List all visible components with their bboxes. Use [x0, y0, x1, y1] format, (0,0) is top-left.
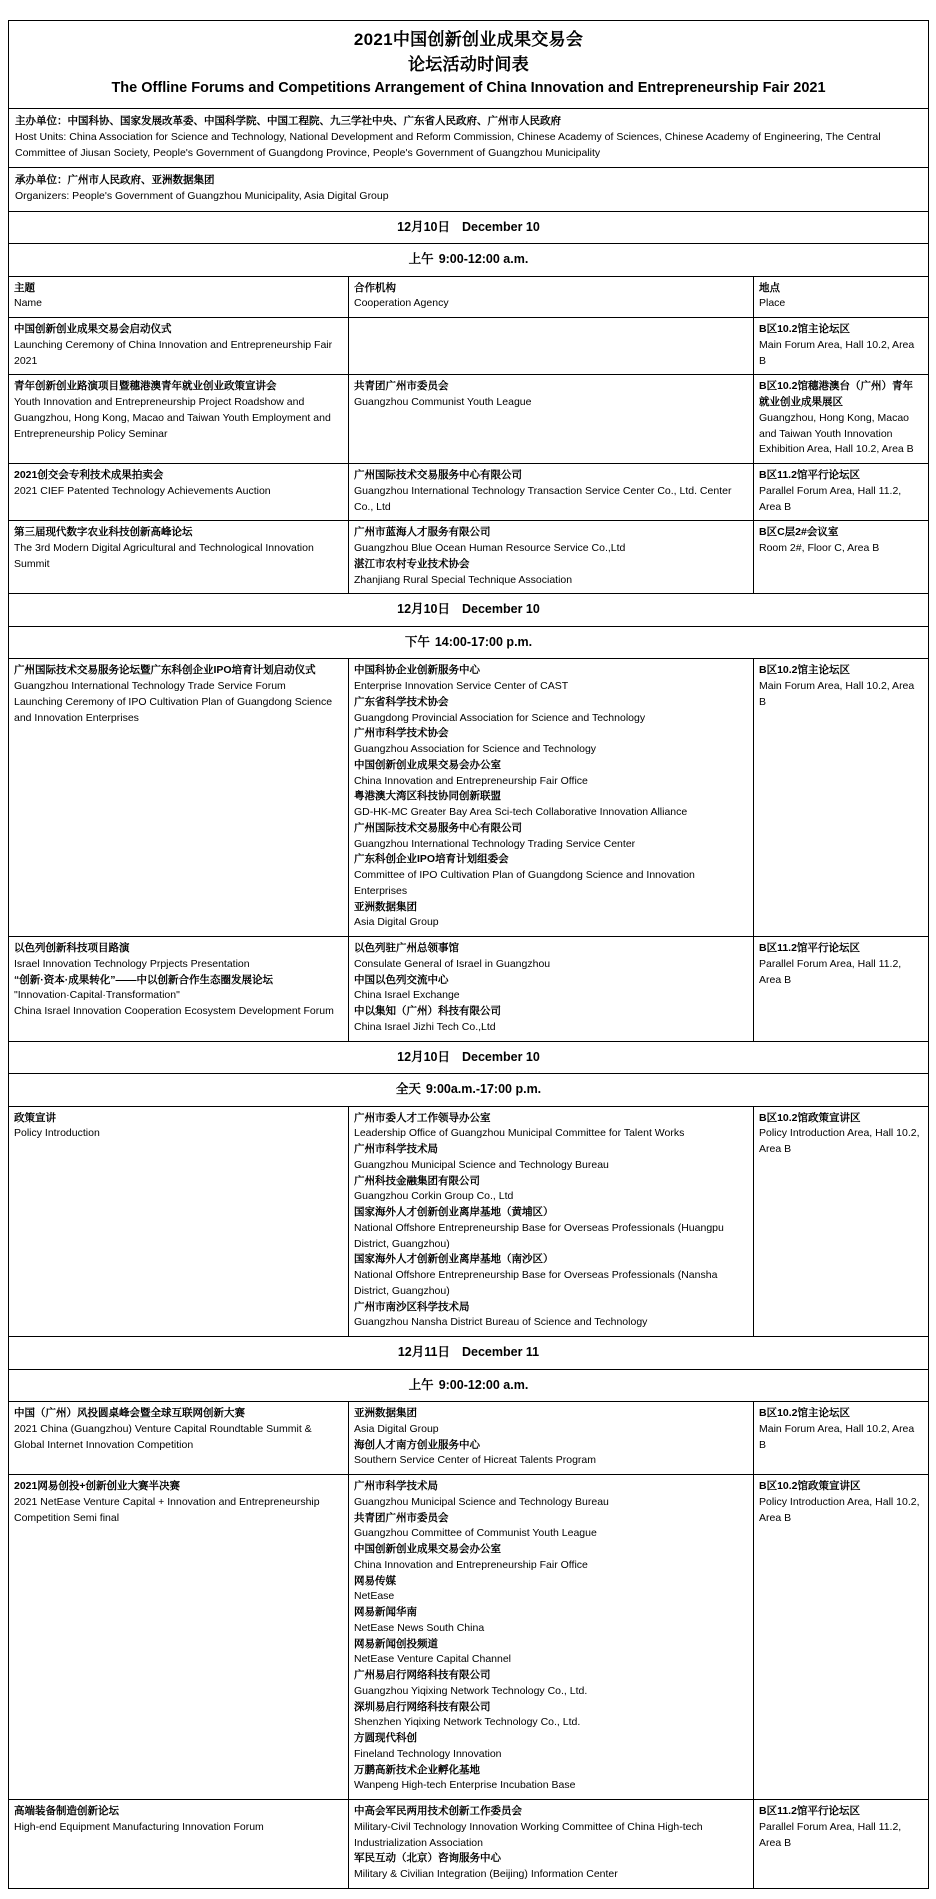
cooperation-agency-line: Guangzhou International Technology Trading Service Center	[354, 837, 636, 850]
table-row	[9, 1800, 929, 1889]
cooperation-agency-line: Guangzhou Corkin Group Co., Ltd	[354, 1190, 514, 1203]
event-name-line: 中国创新创业成果交易会启动仪式	[14, 323, 172, 336]
cooperation-agency-line: Guangzhou Nansha District Bureau of Science and Technology	[354, 1316, 648, 1329]
cooperation-agency-line: 中国创新创业成果交易会办公室	[354, 758, 501, 771]
place-line: B区C层2#会议室	[759, 526, 839, 539]
event-name-line: Guangzhou International Technology Trade Service Forum	[14, 680, 286, 693]
date-en: December 10	[461, 219, 540, 234]
cooperation-agency-line: GD-HK-MC Greater Bay Area Sci-tech Collaborative Innovation Alliance	[354, 806, 688, 819]
cooperation-agency-line: 广州科技金融集团有限公司	[354, 1174, 480, 1187]
place-line: B区11.2馆平行论坛区	[759, 469, 860, 482]
cooperation-agency-line: NetEase Venture Capital Channel	[354, 1653, 512, 1666]
event-name-line: 政策宣讲	[14, 1111, 56, 1124]
cooperation-agency-cell	[349, 1475, 754, 1800]
date-band	[9, 1041, 929, 1074]
name-column-header	[9, 276, 349, 317]
date-band-label	[15, 601, 922, 618]
page-title-cn-secondary: 论坛活动时间表	[407, 54, 530, 74]
event-name-cell	[9, 464, 349, 521]
session-band-label	[15, 1377, 922, 1394]
table-row	[9, 1475, 929, 1800]
cooperation-agency-line: Guangzhou Committee of Communist Youth League	[354, 1527, 597, 1540]
cooperation-agency-line: Guangdong Provincial Association for Science and Technology	[354, 711, 646, 724]
cooperation-agency-line: Fineland Technology Innovation	[354, 1747, 502, 1760]
schedule-table	[8, 20, 929, 1889]
cooperation-agency-line: 深圳易启行网络科技有限公司	[354, 1700, 491, 1713]
session-time: 9:00-12:00 a.m.	[438, 1377, 529, 1392]
event-name-cell	[9, 1800, 349, 1889]
event-name-cell	[9, 375, 349, 464]
cooperation-agency-cell	[349, 659, 754, 937]
cooperation-agency-line: 广州市委人才工作领导办公室	[354, 1111, 491, 1124]
cooperation-agency-line: 中高会军民两用技术创新工作委员会	[354, 1805, 522, 1818]
cooperation-agency-line: 广州市科学技术局	[354, 1143, 438, 1156]
cooperation-agency-line: NetEase	[354, 1590, 395, 1603]
event-name-line: Youth Innovation and Entrepreneurship Project Roadshow and Guangzhou, Hong Kong, Macao and Taiwan Youth Employment and Entrepreneurship Policy Seminar	[14, 396, 331, 440]
place-line: B区11.2馆平行论坛区	[759, 1805, 860, 1818]
session-band-label	[15, 1081, 922, 1098]
host-units-en: Host Units: China Association for Science and Technology, National Development and Reform Commission, Chinese Academy of Sciences, Chinese Academy of Engineering, The Central Committee of Jiusan Society, People's Government of Guangdong Province, People's Government of Guangzhou Municipality	[15, 130, 881, 159]
session-cn: 全天	[395, 1082, 421, 1097]
cooperation-agency-line: Military-Civil Technology Innovation Working Committee of China High-tech Industrialization Association	[354, 1820, 703, 1849]
organizers-cn: 承办单位：广州市人民政府、亚洲数据集团	[15, 174, 215, 187]
place-line: B区10.2馆政策宣讲区	[759, 1111, 861, 1124]
cooperation-agency-line: 广州国际技术交易服务中心有限公司	[354, 821, 522, 834]
cooperation-agency-cell	[349, 1800, 754, 1889]
cooperation-agency-line: China Israel Exchange	[354, 989, 460, 1002]
place-cell	[754, 1800, 929, 1889]
table-row	[9, 1402, 929, 1475]
agency-column-header-cn: 合作机构	[354, 281, 396, 294]
date-en: December 10	[461, 602, 540, 617]
page-title-cn-primary: 2021中国创新创业成果交易会	[353, 30, 584, 49]
cooperation-agency-line: Guangzhou Blue Ocean Human Resource Service Co.,Ltd	[354, 542, 626, 555]
date-cn: 12月10日	[397, 602, 450, 617]
session-cn: 上午	[408, 252, 434, 267]
session-band-label	[15, 634, 922, 651]
cooperation-agency-line: 广州市科学技术局	[354, 1480, 438, 1493]
place-line: Room 2#, Floor C, Area B	[759, 542, 880, 555]
place-cell	[754, 1475, 929, 1800]
place-line: Main Forum Area, Hall 10.2, Area B	[759, 338, 915, 367]
column-header-row	[9, 276, 929, 317]
cooperation-agency-line: Guangzhou Association for Science and Technology	[354, 743, 597, 756]
place-line: B区10.2馆主论坛区	[759, 664, 851, 677]
event-name-line: 以色列创新科技项目路演	[14, 942, 130, 955]
event-name-line: 第三届现代数字农业科技创新高峰论坛	[14, 526, 193, 539]
cooperation-agency-line: 万鹏高新技术企业孵化基地	[354, 1763, 480, 1776]
place-line: B区10.2馆政策宣讲区	[759, 1480, 861, 1493]
event-name-line: 2021 CIEF Patented Technology Achievements Auction	[14, 484, 271, 497]
event-name-cell	[9, 1475, 349, 1800]
session-time: 9:00a.m.-17:00 p.m.	[425, 1082, 542, 1097]
session-band	[9, 1074, 929, 1107]
cooperation-agency-line: Asia Digital Group	[354, 1422, 439, 1435]
event-name-line: 2021网易创投+创新创业大赛半决赛	[14, 1480, 180, 1493]
cooperation-agency-line: 广州易启行网络科技有限公司	[354, 1669, 491, 1682]
cooperation-agency-line: Guangzhou Municipal Science and Technology Bureau	[354, 1495, 609, 1508]
cooperation-agency-line: Enterprise Innovation Service Center of CAST	[354, 680, 569, 693]
place-line: B区10.2馆主论坛区	[759, 323, 851, 336]
place-line: Policy Introduction Area, Hall 10.2, Area B	[759, 1495, 920, 1524]
event-name-line: High-end Equipment Manufacturing Innovation Forum	[14, 1820, 264, 1833]
cooperation-agency-line: NetEase News South China	[354, 1621, 485, 1634]
place-line: B区11.2馆平行论坛区	[759, 942, 860, 955]
place-column-header-en: Place	[759, 297, 786, 309]
cooperation-agency-line: National Offshore Entrepreneurship Base for Overseas Professionals (Huangpu District, Guangzhou)	[354, 1221, 724, 1250]
event-name-line: 2021 China (Guangzhou) Venture Capital Roundtable Summit & Global Internet Innovation Competition	[14, 1422, 312, 1451]
event-name-line: The 3rd Modern Digital Agricultural and Technological Innovation Summit	[14, 542, 314, 570]
event-name-line: 青年创新创业路演项目暨穗港澳青年就业创业政策宣讲会	[14, 380, 277, 393]
event-name-line: Launching Ceremony of China Innovation and Entrepreneurship Fair 2021	[14, 338, 333, 367]
cooperation-agency-cell	[349, 1402, 754, 1475]
event-name-line: 高端装备制造创新论坛	[14, 1805, 119, 1818]
cooperation-agency-line: Asia Digital Group	[354, 916, 439, 929]
event-name-line: China Israel Innovation Cooperation Ecosystem Development Forum	[14, 1005, 334, 1018]
date-band-label	[15, 1344, 922, 1361]
cooperation-agency-line: 军民互动（北京）咨询服务中心	[354, 1852, 501, 1865]
event-name-cell	[9, 318, 349, 375]
session-time: 9:00-12:00 a.m.	[438, 252, 529, 267]
organizers-en: Organizers: People's Government of Guangzhou Municipality, Asia Digital Group	[15, 190, 389, 203]
event-name-cell	[9, 1402, 349, 1475]
host-units-cn: 主办单位：中国科协、国家发展改革委、中国科学院、中国工程院、九三学社中央、广东省人民政府、广州市人民政府	[15, 115, 561, 128]
cooperation-agency-line: 广东省科学技术协会	[354, 695, 449, 708]
page-title-en: The Offline Forums and Competitions Arrangement of China Innovation and Entrepreneurship Fair 2021	[111, 80, 826, 97]
date-band-label	[15, 219, 922, 236]
cooperation-agency-line: Guangzhou Communist Youth League	[354, 396, 532, 409]
cooperation-agency-cell	[349, 937, 754, 1042]
place-line: Parallel Forum Area, Hall 11.2, Area B	[759, 957, 902, 986]
table-row	[9, 375, 929, 464]
session-band	[9, 626, 929, 659]
place-line: B区10.2馆主论坛区	[759, 1407, 851, 1420]
date-cn: 12月11日	[397, 1345, 450, 1360]
schedule-table-body	[9, 21, 929, 1889]
agency-column-header	[349, 276, 754, 317]
place-column-header-cn: 地点	[759, 281, 780, 294]
cooperation-agency-line: 广东科创企业IPO培育计划组委会	[354, 853, 509, 866]
date-band	[9, 1337, 929, 1370]
document-title-cell	[9, 21, 929, 109]
session-band	[9, 244, 929, 277]
table-row	[9, 521, 929, 594]
cooperation-agency-line: 网易传媒	[354, 1574, 396, 1587]
place-line: Main Forum Area, Hall 10.2, Area B	[759, 1422, 915, 1451]
table-row	[9, 659, 929, 937]
date-cn: 12月10日	[397, 1049, 450, 1064]
cooperation-agency-line: Wanpeng High-tech Enterprise Incubation Base	[354, 1779, 576, 1792]
cooperation-agency-line: Guangzhou Municipal Science and Technology Bureau	[354, 1158, 609, 1171]
cooperation-agency-line: 中国科协企业创新服务中心	[354, 664, 480, 677]
cooperation-agency-line: 方圆现代科创	[354, 1732, 417, 1745]
cooperation-agency-line: 中以集知（广州）科技有限公司	[354, 1005, 501, 1018]
date-en: December 10	[461, 1049, 540, 1064]
event-name-line: 2021 NetEase Venture Capital + Innovation and Entrepreneurship Competition Semi final	[14, 1495, 320, 1524]
place-cell	[754, 318, 929, 375]
place-line: Parallel Forum Area, Hall 11.2, Area B	[759, 1820, 902, 1849]
date-cn: 12月10日	[397, 219, 450, 234]
place-line: Parallel Forum Area, Hall 11.2, Area B	[759, 484, 902, 513]
name-column-header-en: Name	[14, 297, 43, 309]
place-cell	[754, 375, 929, 464]
cooperation-agency-line: 亚洲数据集团	[354, 1407, 417, 1420]
event-name-line: 广州国际技术交易服务论坛暨广东科创企业IPO培育计划启动仪式	[14, 664, 316, 677]
event-name-cell	[9, 521, 349, 594]
cooperation-agency-line: Committee of IPO Cultivation Plan of Guangdong Science and Innovation Enterprises	[354, 869, 695, 897]
cooperation-agency-line: 网易新闻华南	[354, 1606, 417, 1619]
name-column-header-cn: 主题	[14, 281, 35, 294]
cooperation-agency-line: 中国以色列交流中心	[354, 973, 449, 986]
session-band	[9, 1369, 929, 1402]
cooperation-agency-line: Southern Service Center of Hicreat Talents Program	[354, 1454, 597, 1467]
cooperation-agency-line: China Innovation and Entrepreneurship Fair Office	[354, 1558, 588, 1571]
cooperation-agency-line: Consulate General of Israel in Guangzhou	[354, 957, 551, 970]
host-units-cell	[9, 109, 929, 168]
agency-column-header-en: Cooperation Agency	[354, 297, 449, 309]
place-cell	[754, 521, 929, 594]
place-line: Policy Introduction Area, Hall 10.2, Area B	[759, 1127, 920, 1156]
place-line: Main Forum Area, Hall 10.2, Area B	[759, 680, 915, 708]
cooperation-agency-line: 亚洲数据集团	[354, 900, 417, 913]
table-row	[9, 1106, 929, 1337]
cooperation-agency-line: 国家海外人才创新创业离岸基地（黄埔区）	[354, 1206, 554, 1219]
cooperation-agency-line: 中国创新创业成果交易会办公室	[354, 1543, 501, 1556]
table-row	[9, 318, 929, 375]
event-name-cell	[9, 659, 349, 937]
cooperation-agency-line: 广州市科学技术协会	[354, 727, 449, 740]
place-cell	[754, 1106, 929, 1337]
cooperation-agency-line: 海创人才南方创业服务中心	[354, 1438, 480, 1451]
table-row	[9, 464, 929, 521]
place-cell	[754, 659, 929, 937]
event-name-line: 2021创交会专利技术成果拍卖会	[14, 469, 164, 482]
cooperation-agency-line: Military & Civilian Integration (Beijing) Information Center	[354, 1868, 618, 1881]
session-cn: 下午	[404, 634, 430, 649]
cooperation-agency-line: Leadership Office of Guangzhou Municipal Committee for Talent Works	[354, 1127, 685, 1140]
date-band	[9, 211, 929, 244]
event-name-line: “创新·资本·成果转化”——中以创新合作生态圈发展论坛	[14, 973, 273, 986]
event-name-cell	[9, 1106, 349, 1337]
session-time: 14:00-17:00 p.m.	[434, 634, 533, 649]
cooperation-agency-line: 国家海外人才创新创业离岸基地（南沙区）	[354, 1253, 554, 1266]
cooperation-agency-cell	[349, 318, 754, 375]
cooperation-agency-line: 湛江市农村专业技术协会	[354, 557, 470, 570]
place-line: B区10.2馆穗港澳台（广州）青年就业创业成果展区	[759, 380, 914, 409]
table-row	[9, 937, 929, 1042]
cooperation-agency-line: 网易新闻创投频道	[354, 1637, 438, 1650]
place-cell	[754, 937, 929, 1042]
cooperation-agency-line: Guangzhou International Technology Transaction Service Center Co., Ltd. Center Co., Ltd	[354, 484, 732, 513]
cooperation-agency-line: 共青团广州市委员会	[354, 1511, 449, 1524]
cooperation-agency-line: 粤港澳大湾区科技协同创新联盟	[354, 790, 501, 803]
session-cn: 上午	[408, 1377, 434, 1392]
place-cell	[754, 464, 929, 521]
cooperation-agency-line: 广州国际技术交易服务中心有限公司	[354, 469, 522, 482]
cooperation-agency-line: Guangzhou Yiqixing Network Technology Co., Ltd.	[354, 1684, 588, 1697]
session-band-label	[15, 251, 922, 268]
event-name-line: Launching Ceremony of IPO Cultivation Plan of Guangdong Science and Innovation Enterprises	[14, 695, 333, 724]
event-name-line: Policy Introduction	[14, 1127, 100, 1140]
cooperation-agency-line: 以色列驻广州总领事馆	[354, 942, 459, 955]
organizers-cell	[9, 168, 929, 212]
cooperation-agency-cell	[349, 1106, 754, 1337]
event-name-line: "Innovation·Capital·Transformation"	[14, 989, 180, 1002]
cooperation-agency-line: National Offshore Entrepreneurship Base for Overseas Professionals (Nansha District, Guangzhou)	[354, 1269, 718, 1297]
cooperation-agency-line: China Israel Jizhi Tech Co.,Ltd	[354, 1020, 496, 1033]
date-band	[9, 594, 929, 627]
cooperation-agency-cell	[349, 464, 754, 521]
place-column-header	[754, 276, 929, 317]
cooperation-agency-line: China Innovation and Entrepreneurship Fair Office	[354, 774, 588, 787]
event-name-line: 中国（广州）风投圆桌峰会暨全球互联网创新大赛	[14, 1407, 245, 1420]
cooperation-agency-line: 共青团广州市委员会	[354, 380, 449, 393]
place-line: Guangzhou, Hong Kong, Macao and Taiwan Youth Innovation Exhibition Area, Hall 10.2, Area B	[759, 411, 914, 456]
cooperation-agency-line: Zhanjiang Rural Special Technique Association	[354, 573, 573, 586]
place-cell	[754, 1402, 929, 1475]
date-en: December 11	[461, 1345, 540, 1360]
cooperation-agency-line: 广州市蓝海人才服务有限公司	[354, 526, 491, 539]
date-band-label	[15, 1049, 922, 1066]
cooperation-agency-line: 广州市南沙区科学技术局	[354, 1300, 470, 1313]
cooperation-agency-line: Shenzhen Yiqixing Network Technology Co., Ltd.	[354, 1716, 581, 1729]
cooperation-agency-cell	[349, 375, 754, 464]
event-name-cell	[9, 937, 349, 1042]
cooperation-agency-cell	[349, 521, 754, 594]
event-name-line: Israel Innovation Technology Prpjects Presentation	[14, 957, 250, 970]
